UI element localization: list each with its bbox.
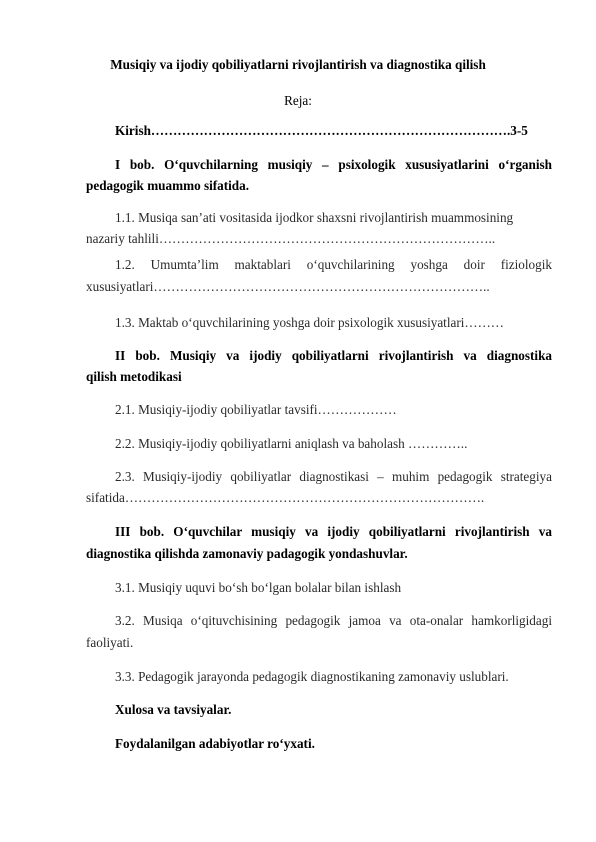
- chapter2-heading: II bob. Musiqiy va ijodiy qobiliyatlarni rivojlantirish va diagnostika: [115, 348, 552, 363]
- toc-item-3-1: 3.1. Musiqiy uquvi bo‘sh bo‘lgan bolalar bilan ishlash: [115, 580, 402, 595]
- chapter3-heading: III bob. O‘quvchilar musiqiy va ijodiy qobiliyatlarni rivojlantirish va: [115, 524, 552, 539]
- toc-intro: Kirish……………………………………………………………………….3-5: [115, 123, 528, 138]
- chapter3-heading-cont: diagnostika qilishda zamonaviy padagogik yondashuvlar.: [86, 546, 408, 561]
- toc-item-1-2: 1.2. Umumta’lim maktablari o‘quvchilarining yoshga doir fiziologik: [115, 257, 552, 272]
- toc-item-1-3: 1.3. Maktab o‘quvchilarining yoshga doir psixologik xususiyatlari………: [115, 315, 504, 330]
- toc-conclusion: Xulosa va tavsiyalar.: [115, 702, 232, 717]
- chapter1-heading-cont: pedagogik muammo sifatida.: [86, 178, 250, 193]
- chapter1-heading: I bob. O‘quvchilarning musiqiy – psixologik xususiyatlarini o‘rganish: [115, 157, 552, 172]
- toc-item-2-2: 2.2. Musiqiy-ijodiy qobiliyatlarni aniqlash va baholash …………..: [115, 436, 468, 451]
- toc-references: Foydalanilgan adabiyotlar ro‘yxati.: [115, 736, 315, 751]
- document-title: Musiqiy va ijodiy qobiliyatlarni rivojlantirish va diagnostika qilish: [110, 57, 486, 72]
- toc-item-2-3: 2.3. Musiqiy-ijodiy qobiliyatlar diagnostikasi – muhim pedagogik strategiya: [115, 469, 552, 484]
- toc-item-2-3-cont: sifatida……………………………………………………………………….: [86, 490, 485, 505]
- toc-item-1-1-cont: nazariy tahlili…………………………………………………………………..: [86, 231, 496, 246]
- toc-item-1-1: 1.1. Musiqa san’ati vositasida ijodkor shaxsni rivojlantirish muammosining: [115, 210, 514, 225]
- toc-item-3-3: 3.3. Pedagogik jarayonda pedagogik diagnostikaning zamonaviy uslublari.: [115, 669, 509, 684]
- toc-item-3-2: 3.2. Musiqa o‘qituvchisining pedagogik jamoa va ota-onalar hamkorligidagi: [115, 613, 552, 628]
- toc-item-3-2-cont: faoliyati.: [86, 635, 134, 650]
- chapter2-heading-cont: qilish metodikasi: [86, 369, 182, 384]
- toc-item-2-1: 2.1. Musiqiy-ijodiy qobiliyatlar tavsifi………………: [115, 402, 397, 417]
- document-subtitle: Reja:: [284, 93, 312, 108]
- toc-item-1-2-cont: xususiyatlari…………………………………………………………………..: [86, 279, 490, 294]
